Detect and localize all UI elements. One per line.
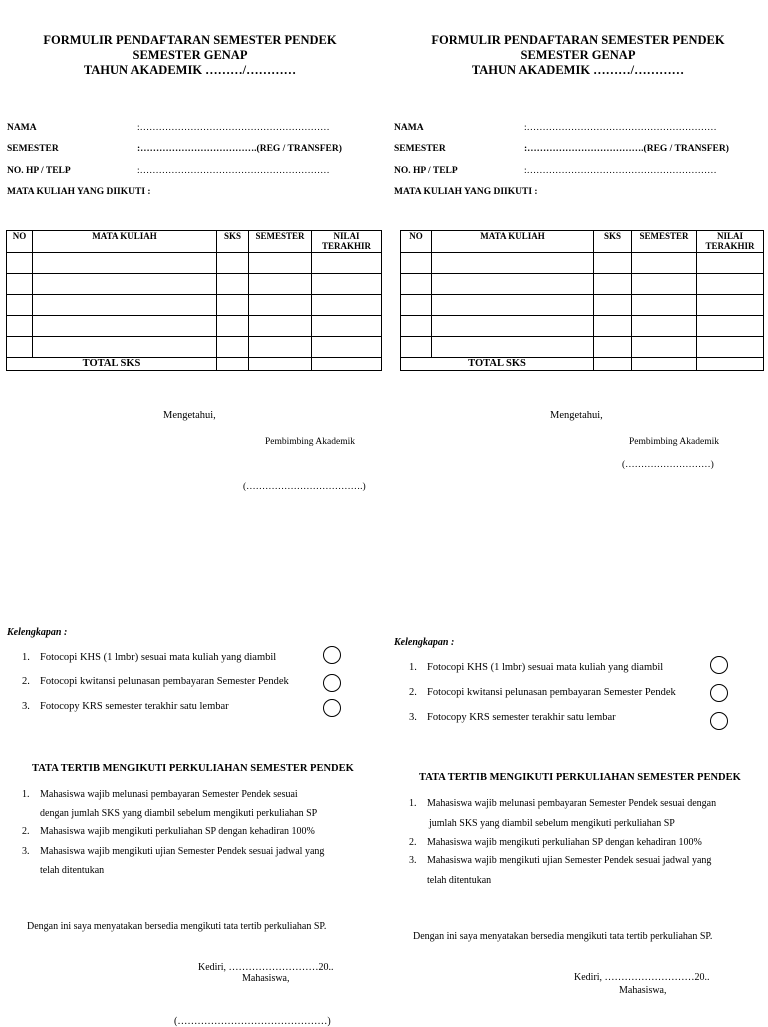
tata-tertib-title: TATA TERTIB MENGIKUTI PERKULIAHAN SEMESTER PENDEK [32,763,354,774]
kelengkapan-item-3: Fotocopy KRS semester terakhir satu lembar [40,701,229,712]
hp-field[interactable]: :…………………………………………………… [524,166,717,176]
nama-field[interactable]: :…………………………………………………… [137,123,330,133]
item-number: 2. [409,687,417,698]
rule-1-line-1: Mahasiswa wajib melunasi pembayaran Semester Pendek sesuai dengan [427,798,717,809]
rule-3-line-2: telah ditentukan [40,865,105,876]
kelengkapan-item-3: Fotocopy KRS semester terakhir satu lembar [427,712,616,723]
pembimbing-signature: (………………………) [622,460,714,470]
item-number: 3. [409,712,417,723]
th-semester: SEMESTER [249,231,312,253]
checkbox-circle-2[interactable] [710,684,728,702]
semester-field[interactable]: :……………………………….(REG / TRANSFER) [524,144,729,154]
rule-number: 1. [409,798,417,809]
total-row [7,358,382,371]
kediri-date: Kediri, ………………………20.. [198,962,334,973]
item-number: 1. [409,662,417,673]
title-line-1: FORMULIR PENDAFTARAN SEMESTER PENDEK [431,33,725,47]
th-nilai: NILAI TERAKHIR [312,231,382,253]
item-number: 1. [22,652,30,663]
rule-3-line-2: telah ditentukan [427,875,492,886]
table-header [401,231,764,253]
table-row[interactable] [7,253,382,274]
hp-label: NO. HP / TELP [7,166,71,176]
table-header [7,231,382,253]
rule-number: 3. [409,855,417,866]
semester-label: SEMESTER [7,144,59,154]
checkbox-circle-2[interactable] [323,674,341,692]
table-row[interactable] [401,253,764,274]
checkbox-circle-1[interactable] [323,646,341,664]
semester-label: SEMESTER [394,144,446,154]
rule-number: 3. [22,846,30,857]
total-sks-label: TOTAL SKS [401,358,594,371]
form-title [0,33,380,78]
total-row [401,358,764,371]
semester-field[interactable]: :……………………………….(REG / TRANSFER) [137,144,342,154]
th-mata-kuliah: MATA KULIAH [33,231,217,253]
nama-field[interactable]: :…………………………………………………… [524,123,717,133]
title-line-3: TAHUN AKADEMIK ………/………… [83,63,297,77]
nama-label: NAMA [394,123,424,133]
rule-1-line-2: jumlah SKS yang diambil sebelum mengikuti perkuliahan SP [429,818,675,829]
kelengkapan-item-2: Fotocopi kwitansi pelunasan pembayaran Semester Pendek [427,687,676,698]
statement-text: Dengan ini saya menyatakan bersedia mengikuti tata tertib perkuliahan SP. [413,931,713,942]
course-table [6,230,382,371]
table-row[interactable] [7,274,382,295]
mahasiswa-signature: (………………………………………) [174,1016,331,1027]
item-number: 2. [22,676,30,687]
table-row[interactable] [7,316,382,337]
mahasiswa-label: Mahasiswa, [242,973,290,984]
nama-label: NAMA [7,123,37,133]
kelengkapan-label: Kelengkapan : [394,637,455,648]
checkbox-circle-1[interactable] [710,656,728,674]
pembimbing-text: Pembimbing Akademik [265,437,355,447]
pembimbing-signature: (……………………………….) [243,482,366,492]
kelengkapan-item-1: Fotocopi KHS (1 lmbr) sesuai mata kuliah yang diambil [40,652,277,663]
mata-kuliah-label: MATA KULIAH YANG DIIKUTI : [394,187,538,197]
statement-text: Dengan ini saya menyatakan bersedia mengikuti tata tertib perkuliahan SP. [27,921,327,932]
table-row[interactable] [401,316,764,337]
item-number: 3. [22,701,30,712]
rule-1-line-1: Mahasiswa wajib melunasi pembayaran Semester Pendek sesuai [40,789,298,800]
th-sks: SKS [594,231,632,253]
form-title [388,33,768,78]
th-no: NO [7,231,33,253]
rule-3-line-1: Mahasiswa wajib mengikuti ujian Semester Pendek sesuai jadwal yang [427,855,712,866]
table-row[interactable] [7,337,382,358]
mengetahui-text: Mengetahui, [550,410,603,421]
title-line-1: FORMULIR PENDAFTARAN SEMESTER PENDEK [43,33,337,47]
th-semester: SEMESTER [632,231,697,253]
table-row[interactable] [401,337,764,358]
title-line-2: SEMESTER GENAP [520,48,636,62]
kelengkapan-label: Kelengkapan : [7,627,68,638]
checkbox-circle-3[interactable] [710,712,728,730]
checkbox-circle-3[interactable] [323,699,341,717]
mengetahui-text: Mengetahui, [163,410,216,421]
table-row[interactable] [401,274,764,295]
hp-label: NO. HP / TELP [394,166,458,176]
mahasiswa-label: Mahasiswa, [619,985,667,996]
rule-number: 2. [22,826,30,837]
kediri-date: Kediri, ………………………20.. [574,972,710,983]
rule-number: 2. [409,837,417,848]
mata-kuliah-label: MATA KULIAH YANG DIIKUTI : [7,187,151,197]
rule-2: Mahasiswa wajib mengikuti perkuliahan SP dengan kehadiran 100% [40,826,315,837]
title-line-2: SEMESTER GENAP [132,48,248,62]
rule-2: Mahasiswa wajib mengikuti perkuliahan SP dengan kehadiran 100% [427,837,702,848]
tata-tertib-title: TATA TERTIB MENGIKUTI PERKULIAHAN SEMESTER PENDEK [419,772,741,783]
title-line-3: TAHUN AKADEMIK ………/………… [471,63,685,77]
th-sks: SKS [217,231,249,253]
kelengkapan-item-1: Fotocopi KHS (1 lmbr) sesuai mata kuliah yang diambil [427,662,664,673]
total-sks-label: TOTAL SKS [7,358,217,371]
rule-1-line-2: dengan jumlah SKS yang diambil sebelum mengikuti perkuliahan SP [40,808,318,819]
rule-number: 1. [22,789,30,800]
table-row[interactable] [7,295,382,316]
table-row[interactable] [401,295,764,316]
th-mata-kuliah: MATA KULIAH [432,231,594,253]
th-nilai: NILAI TERAKHIR [697,231,764,253]
course-table [400,230,764,371]
hp-field[interactable]: :…………………………………………………… [137,166,330,176]
kelengkapan-item-2: Fotocopi kwitansi pelunasan pembayaran Semester Pendek [40,676,289,687]
th-no: NO [401,231,432,253]
pembimbing-text: Pembimbing Akademik [629,437,719,447]
rule-3-line-1: Mahasiswa wajib mengikuti ujian Semester Pendek sesuai jadwal yang [40,846,325,857]
